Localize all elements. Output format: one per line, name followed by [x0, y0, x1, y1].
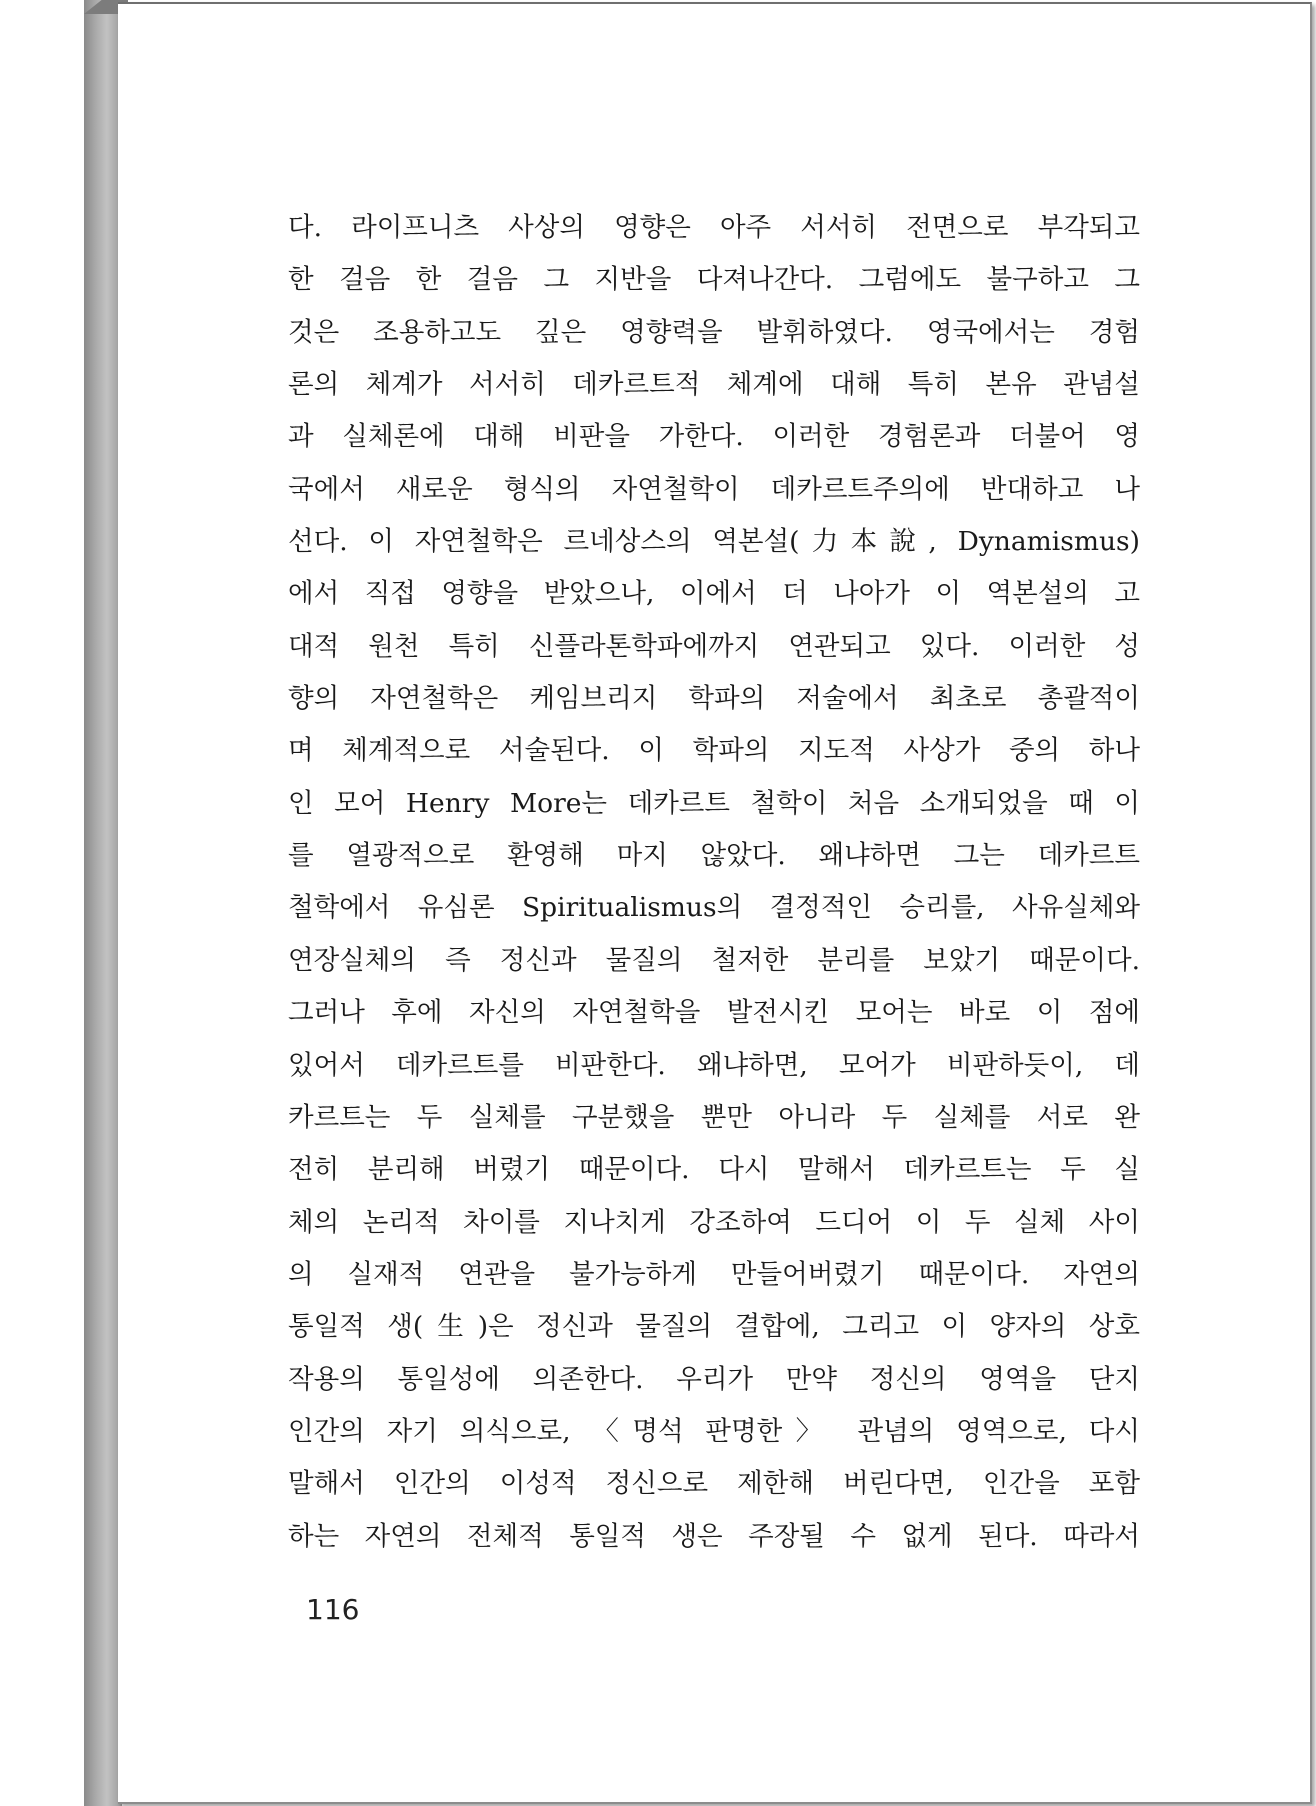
text-line: 그러나 후에 자신의 자연철학을 발전시킨 모어는 바로 이 점에	[288, 997, 1140, 1029]
text-line: 통일적 생(生)은 정신과 물질의 결합에, 그리고 이 양자의 상호	[288, 1311, 1140, 1343]
page-number: 116	[306, 1593, 360, 1626]
text-line: 있어서 데카르트를 비판한다. 왜냐하면, 모어가 비판하듯이, 데	[288, 1049, 1140, 1081]
text-line: 연장실체의 즉 정신과 물질의 철저한 분리를 보았기 때문이다.	[288, 944, 1140, 976]
text-line: 대적 원천 특히 신플라톤학파에까지 연관되고 있다. 이러한 성	[288, 630, 1140, 662]
text-line: 의 실재적 연관을 불가능하게 만들어버렸기 때문이다. 자연의	[288, 1258, 1140, 1290]
text-line: 과 실체론에 대해 비판을 가한다. 이러한 경험론과 더불어 영	[288, 421, 1140, 453]
text-line: 를 열광적으로 환영해 마지 않았다. 왜냐하면 그는 데카르트	[288, 840, 1140, 872]
text-line: 것은 조용하고도 깊은 영향력을 발휘하였다. 영국에서는 경험	[288, 316, 1140, 348]
body-text	[288, 202, 1140, 1563]
text-line: 말해서 인간의 이성적 정신으로 제한해 버린다면, 인간을 포함	[288, 1468, 1140, 1500]
text-line: 에서 직접 영향을 받았으나, 이에서 더 나아가 이 역본설의 고	[288, 578, 1140, 610]
book-spine-edge	[84, 0, 122, 1806]
text-line: 한 걸음 한 걸음 그 지반을 다져나간다. 그럼에도 불구하고 그	[288, 264, 1140, 296]
text-line: 전히 분리해 버렸기 때문이다. 다시 말해서 데카르트는 두 실	[288, 1154, 1140, 1186]
text-line: 인 모어 Henry More는 데카르트 철학이 처음 소개되었을 때 이	[288, 787, 1140, 819]
text-line: 철학에서 유심론 Spiritualismus의 결정적인 승리를, 사유실체와	[288, 892, 1140, 924]
text-line: 선다. 이 자연철학은 르네상스의 역본설(力本說, Dynamismus)	[288, 526, 1140, 558]
text-line: 하는 자연의 전체적 통일적 생은 주장될 수 없게 된다. 따라서	[288, 1520, 1140, 1552]
text-line: 체의 논리적 차이를 지나치게 강조하여 드디어 이 두 실체 사이	[288, 1206, 1140, 1238]
text-line: 인간의 자기 의식으로, 〈명석 판명한〉 관념의 영역으로, 다시	[288, 1415, 1140, 1447]
text-line: 론의 체계가 서서히 데카르트적 체계에 대해 특히 본유 관념설	[288, 369, 1140, 401]
text-line: 작용의 통일성에 의존한다. 우리가 만약 정신의 영역을 단지	[288, 1363, 1140, 1395]
text-line: 카르트는 두 실체를 구분했을 뿐만 아니라 두 실체를 서로 완	[288, 1101, 1140, 1133]
text-line: 며 체계적으로 서술된다. 이 학파의 지도적 사상가 중의 하나	[288, 735, 1140, 767]
text-line: 향의 자연철학은 케임브리지 학파의 저술에서 최초로 총괄적이	[288, 683, 1140, 715]
text-line: 국에서 새로운 형식의 자연철학이 데카르트주의에 반대하고 나	[288, 473, 1140, 505]
text-line: 다. 라이프니츠 사상의 영향은 아주 서서히 전면으로 부각되고	[288, 212, 1140, 243]
